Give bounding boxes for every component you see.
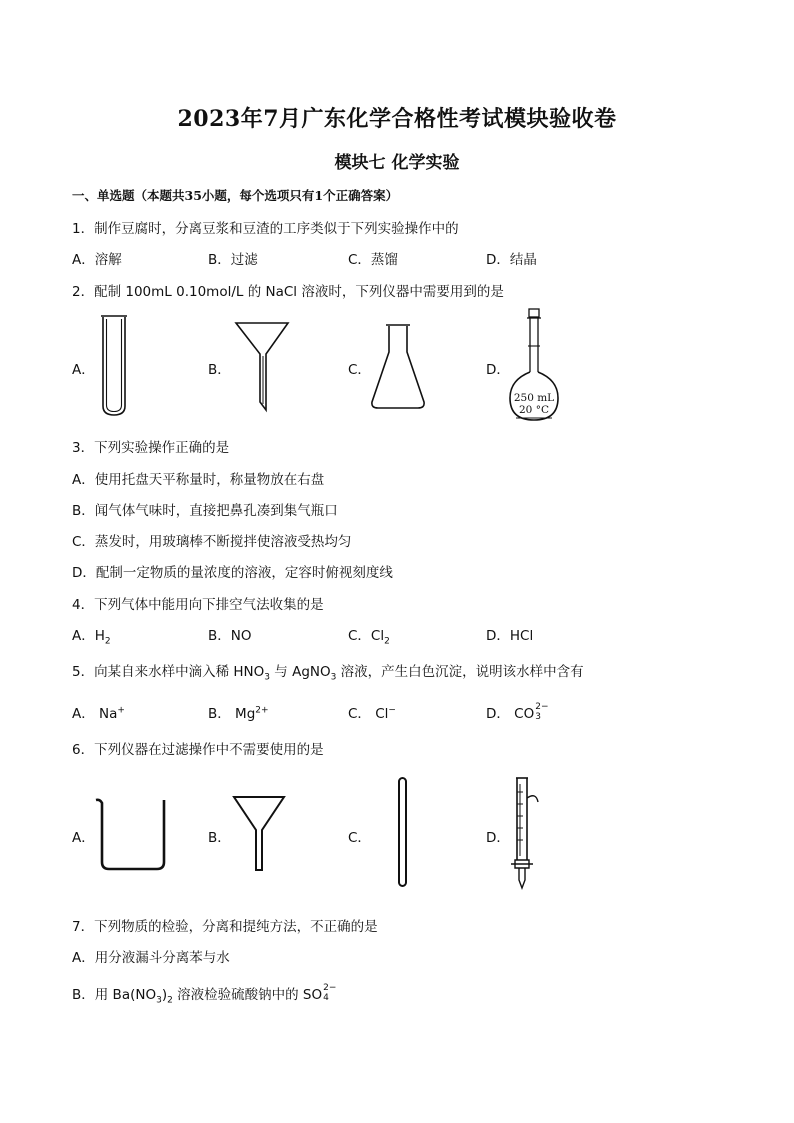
q6-option-c: C． [348,830,371,846]
q1-option-b: B．过滤 [208,252,258,268]
funnel-icon [234,320,290,414]
q4-option-a: A．$H_2$ [72,628,111,647]
q2-option-c: C． [348,362,371,378]
page-title: 2023年7月广东化学合格性考试模块验收卷 [177,106,617,132]
q1-option-d: D．结晶 [486,252,537,268]
q1-stem: 1．制作豆腐时，分离豆浆和豆渣的工序类似于下列实验操作中的 [72,221,459,237]
flask-temperature-label: 20 °C [519,404,549,416]
q4-option-b: B．NO [208,628,252,644]
q5-option-a: A． Na+ [72,705,125,722]
q3-option-a: A．使用托盘天平称量时，称量物放在右盘 [72,472,325,488]
volumetric-flask-label [512,392,556,416]
burette-icon [506,776,540,892]
flask-volume-label: 250 mL [513,392,555,404]
q6-stem: 6．下列仪器在过滤操作中不需要使用的是 [72,742,324,758]
q4-stem: 4．下列气体中能用向下排空气法收集的是 [72,597,324,613]
q5-option-b: B． $Mg^{2+}$ [208,705,269,722]
q1-option-c: C．蒸馏 [348,252,398,268]
funnel-icon [232,794,286,874]
q5-option-d: D． CO 2− 3 [486,702,549,722]
module-subtitle: 模块七 化学实验 [334,153,460,173]
q3-stem: 3．下列实验操作正确的是 [72,440,230,456]
q2-option-b: B． [208,362,231,378]
q2-option-a: A． [72,362,95,378]
q7-option-a: A．用分液漏斗分离苯与水 [72,950,230,966]
q6-option-b: B． [208,830,231,846]
q4-option-c: C．$Cl_2$ [348,628,390,647]
q6-option-a: A． [72,830,95,846]
q5-stem: 5．向某自来水样中滴入稀 $HNO_3$ 与 AgNO$_3$ 溶液，产生白色沉淀，说明该水样中含有 [72,664,584,683]
q7-option-b: B．用 $Ba(NO_3)_2$ 溶液检验硫酸钠中的 SO 2− 4 [72,983,337,1006]
q2-stem: 2．配制 100mL 0.10mol/L 的 NaCl 溶液时，下列仪器中需要用到的是 [72,284,504,300]
q3-option-c: C．蒸发时，用玻璃棒不断搅拌使溶液受热均匀 [72,534,352,550]
q3-option-d: D．配制一定物质的量浓度的溶液，定容时俯视刻度线 [72,565,393,581]
q1-option-a: A．溶解 [72,252,122,268]
beaker-icon [94,796,170,872]
q3-option-b: B．闻气体气味时，直接把鼻孔凑到集气瓶口 [72,503,338,519]
q5-option-c: C． Cl− [348,705,396,722]
q6-option-d: D． [486,830,510,846]
glass-rod-icon [396,776,410,888]
q7-stem: 7．下列物质的检验，分离和提纯方法，不正确的是 [72,919,378,935]
section-heading: 一、单选题（本题共35小题，每个选项只有1个正确答案） [72,188,399,203]
q2-option-d: D． [486,362,510,378]
q4-option-d: D．HCl [486,628,534,644]
test-tube-icon [96,312,132,418]
conical-flask-icon [368,322,428,412]
